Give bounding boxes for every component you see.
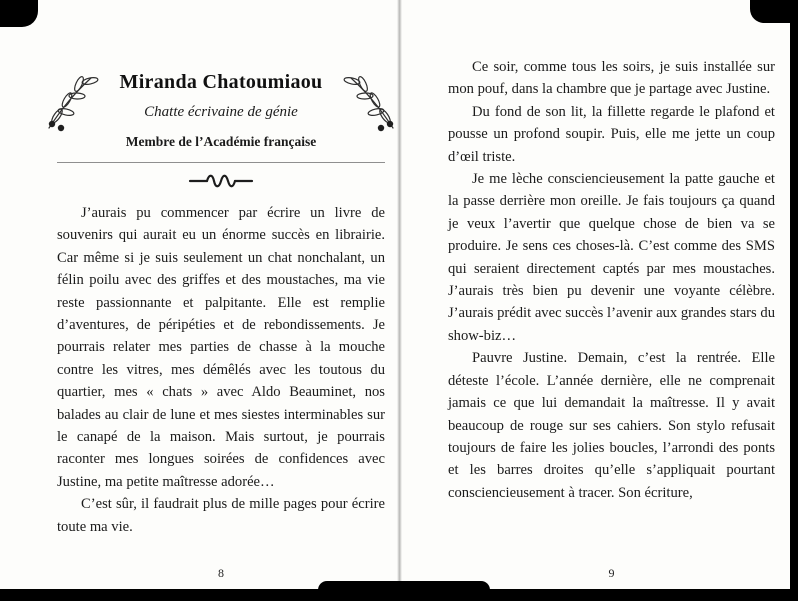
page-right [400,0,790,591]
page-number: 9 [608,566,615,580]
paragraph: Pauvre Justine. Demain, c’est la rentrée. Elle déteste l’école. L’année dernière, elle ne comprenait jamais ce que lui demandait la maîtresse. Il y avait beaucoup de rouge sur ses cahiers. Son stylo refusait toujours de faire les jolies boucles, l’arrondi des ponts et les barres droites qu’elle s’appliquait pourtant consciencieusement à tracer. Son écriture, [448,350,775,501]
paragraph: J’aurais pu commencer par écrire un livre de souvenirs qui aurait eu un énorme succès en librairie. Car même si je suis seulement un chat nonchalant, un félin poilu avec des griffes et des moustaches, ma vie reste passionnante et palpitante. Elle est remplie d’aventures, de péripéties et de rebondissements. Je pourrais relater mes parties de chasse à la mouche contre les vitres, mes démêlés avec les toutous du quartier, mes « chats » avec Aldo Beauminet, nos balades au clair de lune et mes siestes interminables sur le canapé de la maison. Mais surtout, je pourrais raconter mes longues soirées de confidences avec Justine, ma petite maîtresse adorée… [57,205,385,490]
squiggle-divider-icon [57,173,385,189]
olive-branch-right-icon [343,72,399,134]
paragraph: Ce soir, comme tous les soirs, je suis installée sur mon pouf, dans la chambre que je partage avec Justine. [448,59,775,98]
paragraph: Je me lèche consciencieusement la patte gauche et la passe derrière mon oreille. Je fais toujours ça quand je veux l’avertir que quelque chose de bien va se produire. Je sens ces choses-là. C’est comme des SMS qui seraient directement captés par mes moustaches. J’aurais très bien pu devenir une voyante célèbre. J’aurais prédit avec succès l’avenir aux grandes stars du show-biz… [448,171,775,344]
scan-edge-bottom [0,589,798,601]
chapter-header [57,70,385,163]
scan-edge-right [790,0,798,601]
page-left [0,0,399,591]
chapter-subtitle: Chatte écrivaine de génie [144,104,298,120]
paragraph: Du fond de son lit, la fillette regarde le plafond et pousse un profond soupir. Puis, elle me jette un coup d’œil triste. [448,103,775,165]
chapter-affiliation: Membre de l’Académie française [125,134,317,149]
scan-edge-top-left [0,0,38,27]
chapter-title: Miranda Chatoumiaou [119,71,323,93]
olive-branch-left-icon [43,72,99,134]
page-number: 8 [218,566,224,580]
paragraph: C’est sûr, il faudrait plus de mille pages pour écrire toute ma vie. [57,496,385,535]
chapter-header-text [101,70,341,150]
